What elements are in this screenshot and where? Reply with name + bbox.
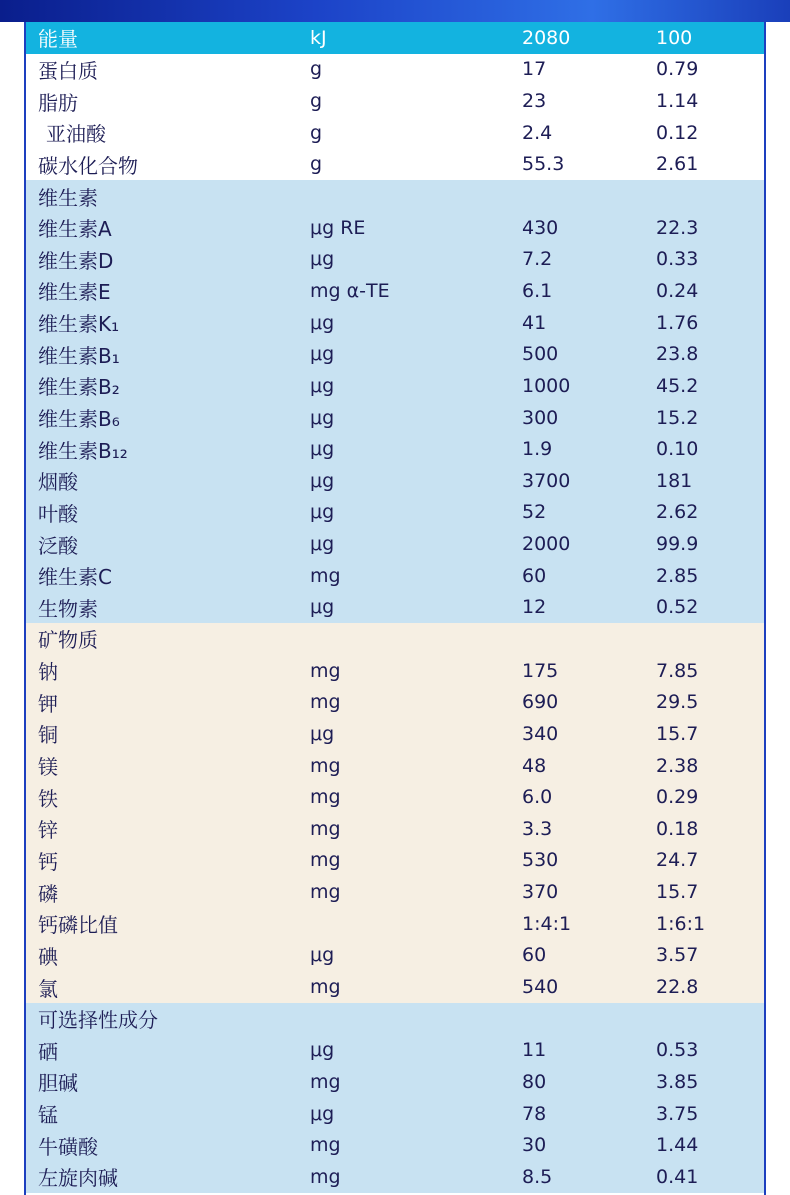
- header-name: 能量: [38, 27, 78, 52]
- cell-per100kj: 1.44: [656, 1134, 699, 1157]
- cell-per100g: 500: [522, 343, 559, 366]
- cell-per100kj: 0.18: [656, 817, 699, 840]
- cell-per100g: 23: [522, 90, 547, 113]
- cell-unit: mg: [310, 659, 341, 682]
- cell-name: 烟酸: [38, 470, 78, 495]
- cell-unit: μg: [310, 374, 335, 397]
- cell-name: 钾: [38, 691, 58, 716]
- cell-name: 维生素E: [38, 280, 111, 305]
- cell-name: 钙磷比值: [38, 913, 118, 938]
- header-per100kj: 100: [656, 26, 693, 49]
- cell-unit: μg: [310, 343, 335, 366]
- table-row: [26, 971, 764, 1003]
- cell-per100kj: 7.85: [656, 659, 699, 682]
- cell-unit: g: [310, 90, 323, 113]
- cell-name: 矿物质: [38, 628, 98, 653]
- cell-name: 铁: [38, 786, 58, 811]
- cell-per100g: 540: [522, 976, 559, 999]
- cell-unit: mg: [310, 1070, 341, 1093]
- cell-name: 维生素C: [38, 565, 112, 590]
- cell-per100g: 52: [522, 501, 547, 524]
- table-row: [26, 1035, 764, 1067]
- cell-per100g: 55.3: [522, 153, 565, 176]
- cell-per100g: 48: [522, 754, 547, 777]
- table-row: [26, 465, 764, 497]
- cell-name: 锌: [38, 818, 58, 843]
- cell-name: 生物素: [38, 596, 98, 621]
- cell-unit: μg RE: [310, 216, 366, 239]
- cell-per100kj: 0.33: [656, 248, 699, 271]
- cell-unit: mg: [310, 564, 341, 587]
- cell-name: 维生素A: [38, 217, 112, 242]
- table-row: [26, 370, 764, 402]
- table-row: [26, 85, 764, 117]
- cell-per100kj: 99.9: [656, 533, 699, 556]
- cell-per100g: 60: [522, 564, 547, 587]
- cell-per100g: 7.2: [522, 248, 553, 271]
- cell-per100kj: 23.8: [656, 343, 699, 366]
- cell-unit: mg: [310, 1134, 341, 1157]
- cell-per100kj: 1.14: [656, 90, 699, 113]
- cell-unit: mg: [310, 881, 341, 904]
- cell-per100g: 78: [522, 1102, 547, 1125]
- cell-per100g: 530: [522, 849, 559, 872]
- cell-per100kj: 0.10: [656, 438, 699, 461]
- cell-unit: mg: [310, 976, 341, 999]
- cell-name: 维生素B₆: [38, 407, 120, 431]
- cell-unit: mg: [310, 1165, 341, 1188]
- cell-per100kj: 1:6:1: [656, 912, 706, 935]
- table-row: [26, 718, 764, 750]
- cell-per100g: 2.4: [522, 121, 553, 144]
- table-row: [26, 592, 764, 624]
- table-header-row: [26, 22, 764, 54]
- cell-name: 维生素: [38, 185, 98, 210]
- cell-unit: μg: [310, 406, 335, 429]
- cell-per100kj: 181: [656, 469, 693, 492]
- cell-name: 硒: [38, 1039, 58, 1064]
- table-row: [26, 497, 764, 529]
- cell-per100kj: 29.5: [656, 691, 699, 714]
- table-row: [26, 528, 764, 560]
- cell-unit: mg: [310, 849, 341, 872]
- cell-unit: μg: [310, 533, 335, 556]
- cell-name: 亚油酸: [46, 122, 106, 147]
- table-row: [26, 243, 764, 275]
- cell-unit: g: [310, 121, 323, 144]
- cell-per100g: 6.1: [522, 279, 553, 302]
- table-row: [26, 117, 764, 149]
- cell-name: 碳水化合物: [38, 153, 138, 178]
- cell-unit: g: [310, 153, 323, 176]
- cell-unit: mg: [310, 691, 341, 714]
- table-row: [26, 813, 764, 845]
- cell-unit: mg α-TE: [310, 279, 390, 302]
- cell-name: 镁: [38, 755, 58, 780]
- cell-per100g: 690: [522, 691, 559, 714]
- cell-per100kj: 22.8: [656, 976, 699, 999]
- cell-per100kj: 0.52: [656, 596, 699, 619]
- section-header-row: [26, 180, 764, 212]
- header-per100g: 2080: [522, 26, 571, 49]
- cell-name: 氯: [38, 976, 58, 1001]
- cell-unit: μg: [310, 1102, 335, 1125]
- table-row: [26, 876, 764, 908]
- cell-name: 铜: [38, 723, 58, 748]
- table-row: [26, 560, 764, 592]
- table-row: [26, 54, 764, 86]
- cell-per100g: 60: [522, 944, 547, 967]
- cell-name: 锰: [38, 1103, 58, 1128]
- cell-per100kj: 24.7: [656, 849, 699, 872]
- cell-per100kj: 15.2: [656, 406, 699, 429]
- cell-per100g: 2000: [522, 533, 571, 556]
- cell-per100kj: 15.7: [656, 722, 699, 745]
- cell-per100kj: 0.12: [656, 121, 699, 144]
- cell-name: 磷: [38, 881, 58, 906]
- table-row: [26, 433, 764, 465]
- cell-per100kj: 0.41: [656, 1165, 699, 1188]
- table-row: [26, 402, 764, 434]
- top-banner: [0, 0, 790, 22]
- cell-unit: mg: [310, 754, 341, 777]
- cell-per100g: 80: [522, 1070, 547, 1093]
- cell-per100kj: 0.79: [656, 58, 699, 81]
- cell-name: 左旋肉碱: [38, 1166, 118, 1191]
- table-row: [26, 781, 764, 813]
- cell-name: 脂肪: [38, 90, 78, 115]
- cell-per100kj: 3.57: [656, 944, 699, 967]
- cell-per100kj: 2.38: [656, 754, 699, 777]
- cell-unit: μg: [310, 1039, 335, 1062]
- table-row: [26, 750, 764, 782]
- header-unit: kJ: [310, 26, 327, 49]
- cell-name: 泛酸: [38, 533, 78, 558]
- cell-name: 维生素K₁: [38, 312, 120, 337]
- cell-name: 叶酸: [38, 501, 78, 526]
- cell-unit: μg: [310, 501, 335, 524]
- cell-name: 牛磺酸: [38, 1134, 98, 1159]
- cell-per100g: 1.9: [522, 438, 553, 461]
- table-row: [26, 655, 764, 687]
- cell-name: 钠: [38, 660, 58, 685]
- table-body: [26, 54, 764, 1193]
- cell-per100g: 175: [522, 659, 559, 682]
- cell-name: 维生素B₂: [38, 375, 120, 400]
- cell-per100g: 11: [522, 1039, 547, 1062]
- cell-unit: μg: [310, 944, 335, 967]
- table-row: [26, 845, 764, 877]
- cell-per100kj: 0.24: [656, 279, 699, 302]
- cell-per100g: 300: [522, 406, 559, 429]
- table-row: [26, 686, 764, 718]
- cell-per100g: 370: [522, 881, 559, 904]
- cell-unit: μg: [310, 311, 335, 334]
- table-row: [26, 940, 764, 972]
- cell-unit: mg: [310, 817, 341, 840]
- table-row: [26, 1098, 764, 1130]
- cell-name: 维生素B₁: [38, 343, 120, 368]
- cell-per100g: 1000: [522, 374, 571, 397]
- cell-unit: μg: [310, 248, 335, 271]
- cell-name: 碘: [38, 944, 58, 969]
- cell-unit: μg: [310, 469, 335, 492]
- cell-per100kj: 2.85: [656, 564, 699, 587]
- cell-unit: μg: [310, 596, 335, 619]
- cell-unit: μg: [310, 722, 335, 745]
- cell-per100g: 8.5: [522, 1165, 553, 1188]
- cell-name: 钙: [38, 849, 58, 874]
- cell-name: 维生素B₁₂: [38, 438, 128, 463]
- cell-per100g: 340: [522, 722, 559, 745]
- cell-per100kj: 3.75: [656, 1102, 699, 1125]
- cell-per100g: 430: [522, 216, 559, 239]
- cell-per100g: 17: [522, 58, 547, 81]
- cell-per100g: 3700: [522, 469, 571, 492]
- cell-name: 维生素D: [38, 248, 114, 273]
- table-row: [26, 307, 764, 339]
- table-row: [26, 1129, 764, 1161]
- cell-per100g: 1:4:1: [522, 912, 572, 935]
- cell-unit: g: [310, 58, 323, 81]
- cell-per100kj: 0.29: [656, 786, 699, 809]
- table-row: [26, 1161, 764, 1193]
- cell-name: 可选择性成分: [38, 1008, 158, 1033]
- cell-per100g: 12: [522, 596, 547, 619]
- cell-per100kj: 15.7: [656, 881, 699, 904]
- nutrition-table: [26, 22, 764, 1193]
- table-row: [26, 149, 764, 181]
- table-row: [26, 338, 764, 370]
- cell-per100kj: 2.62: [656, 501, 699, 524]
- cell-name: 蛋白质: [38, 58, 98, 83]
- table-row: [26, 908, 764, 940]
- cell-per100kj: 0.53: [656, 1039, 699, 1062]
- cell-per100kj: 2.61: [656, 153, 699, 176]
- section-header-row: [26, 1003, 764, 1035]
- cell-per100kj: 3.85: [656, 1070, 699, 1093]
- cell-per100g: 30: [522, 1134, 547, 1157]
- cell-per100g: 41: [522, 311, 547, 334]
- cell-name: 胆碱: [38, 1071, 78, 1096]
- table-row: [26, 1066, 764, 1098]
- cell-per100g: 6.0: [522, 786, 553, 809]
- cell-unit: mg: [310, 786, 341, 809]
- cell-per100g: 3.3: [522, 817, 553, 840]
- table-row: [26, 212, 764, 244]
- cell-per100kj: 45.2: [656, 374, 699, 397]
- cell-per100kj: 22.3: [656, 216, 699, 239]
- section-header-row: [26, 623, 764, 655]
- cell-per100kj: 1.76: [656, 311, 699, 334]
- cell-unit: μg: [310, 438, 335, 461]
- table-row: [26, 275, 764, 307]
